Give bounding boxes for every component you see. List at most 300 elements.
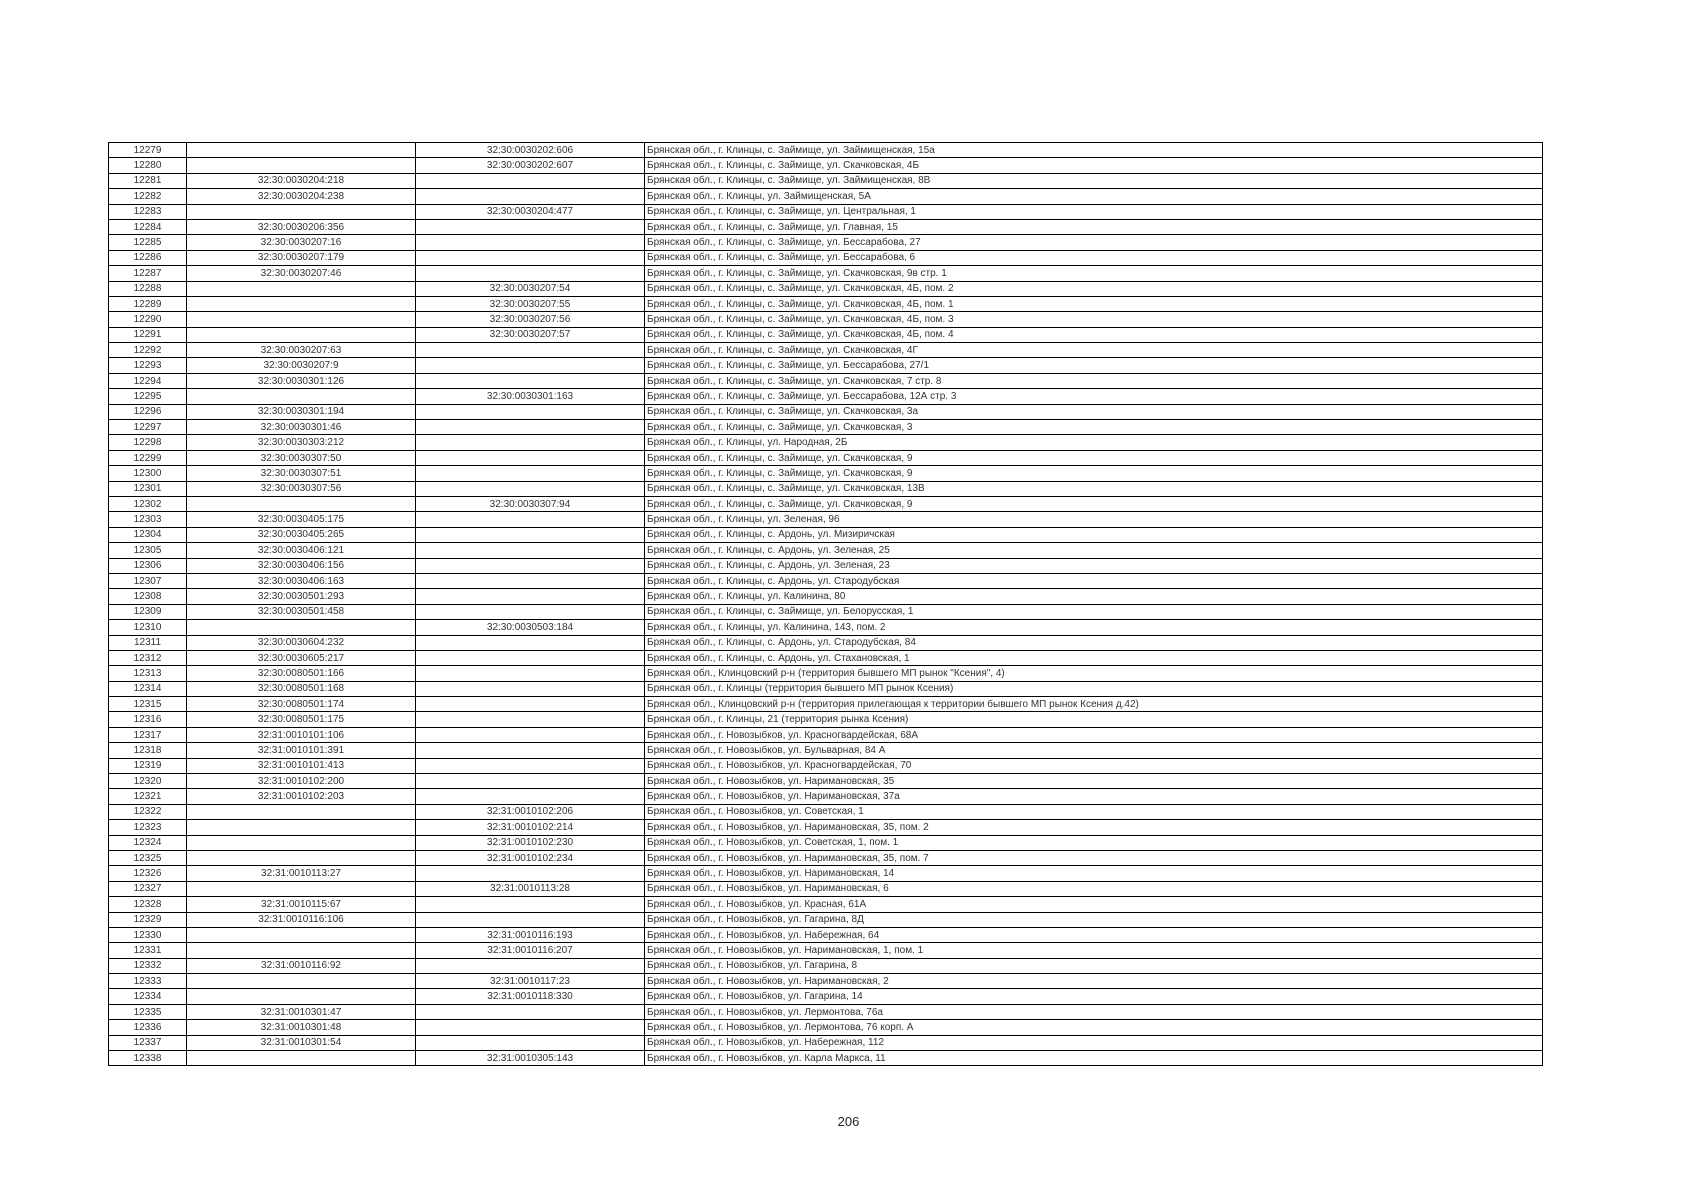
cadastral-number-a-cell: 32:30:0030301:194 <box>187 404 416 419</box>
page-number: 206 <box>837 1114 860 1129</box>
address-cell: Брянская обл., г. Клинцы, с. Займище, ул. Скачковская, 4Б <box>645 158 1543 173</box>
cadastral-number-b-cell <box>416 558 645 573</box>
address-cell: Брянская обл., г. Клинцы, с. Займище, ул. Скачковская, 9 <box>645 450 1543 465</box>
table-row <box>109 604 1543 619</box>
row-number-cell: 12293 <box>109 358 187 373</box>
row-number-cell: 12319 <box>109 758 187 773</box>
cadastral-number-b-cell <box>416 712 645 727</box>
cadastral-number-b-cell <box>416 466 645 481</box>
row-number-cell: 12302 <box>109 496 187 511</box>
address-cell: Брянская обл., г. Клинцы, с. Займище, ул. Бессарабова, 6 <box>645 250 1543 265</box>
table-row <box>109 143 1543 158</box>
cadastral-number-a-cell <box>187 989 416 1004</box>
cadastral-number-a-cell <box>187 881 416 896</box>
address-cell: Брянская обл., г. Новозыбков, ул. Карла Маркса, 11 <box>645 1051 1543 1066</box>
row-number-cell: 12316 <box>109 712 187 727</box>
address-cell: Брянская обл., г. Новозыбков, ул. Наримановская, 35, пом. 7 <box>645 850 1543 865</box>
cadastral-number-b-cell: 32:30:0030202:607 <box>416 158 645 173</box>
cadastral-number-a-cell <box>187 143 416 158</box>
cadastral-number-a-cell: 32:31:0010101:106 <box>187 727 416 742</box>
address-cell: Брянская обл., г. Новозыбков, ул. Красная, 61А <box>645 897 1543 912</box>
table-row <box>109 389 1543 404</box>
cadastral-number-a-cell: 32:30:0030207:179 <box>187 250 416 265</box>
table-row <box>109 589 1543 604</box>
address-cell: Брянская обл., г. Клинцы, с. Займище, ул. Скачковская, 7 стр. 8 <box>645 373 1543 388</box>
table-row <box>109 312 1543 327</box>
address-cell: Брянская обл., г. Клинцы, с. Займище, ул. Скачковская, 9 <box>645 466 1543 481</box>
cadastral-number-b-cell <box>416 912 645 927</box>
row-number-cell: 12322 <box>109 804 187 819</box>
address-cell: Брянская обл., г. Новозыбков, ул. Советская, 1 <box>645 804 1543 819</box>
table-row <box>109 850 1543 865</box>
cadastral-number-a-cell: 32:30:0080501:175 <box>187 712 416 727</box>
address-cell: Брянская обл., г. Клинцы, с. Ардонь, ул. Зеленая, 25 <box>645 543 1543 558</box>
cadastral-number-b-cell <box>416 435 645 450</box>
table-row <box>109 927 1543 942</box>
cadastral-number-b-cell <box>416 604 645 619</box>
table-row <box>109 204 1543 219</box>
row-number-cell: 12307 <box>109 573 187 588</box>
row-number-cell: 12312 <box>109 650 187 665</box>
address-cell: Брянская обл., г. Клинцы, ул. Зеленая, 96 <box>645 512 1543 527</box>
cadastral-number-a-cell: 32:31:0010113:27 <box>187 866 416 881</box>
table-row <box>109 358 1543 373</box>
table-row <box>109 1051 1543 1066</box>
cadastral-number-a-cell: 32:30:0030605:217 <box>187 650 416 665</box>
table-row <box>109 512 1543 527</box>
row-number-cell: 12308 <box>109 589 187 604</box>
address-cell: Брянская обл., г. Клинцы, с. Займище, ул. Скачковская, 9в стр. 1 <box>645 266 1543 281</box>
cadastral-number-a-cell <box>187 1051 416 1066</box>
cadastral-number-a-cell: 32:30:0030405:175 <box>187 512 416 527</box>
row-number-cell: 12327 <box>109 881 187 896</box>
cadastral-number-a-cell: 32:30:0030307:50 <box>187 450 416 465</box>
cadastral-number-b-cell: 32:30:0030301:163 <box>416 389 645 404</box>
address-cell: Брянская обл., г. Новозыбков, ул. Наримановская, 2 <box>645 974 1543 989</box>
cadastral-number-a-cell <box>187 850 416 865</box>
cadastral-number-a-cell: 32:31:0010301:54 <box>187 1035 416 1050</box>
row-number-cell: 12290 <box>109 312 187 327</box>
cadastral-number-a-cell: 32:31:0010101:413 <box>187 758 416 773</box>
table-row <box>109 743 1543 758</box>
row-number-cell: 12330 <box>109 927 187 942</box>
cadastral-number-b-cell <box>416 373 645 388</box>
cadastral-number-b-cell <box>416 697 645 712</box>
row-number-cell: 12321 <box>109 789 187 804</box>
row-number-cell: 12323 <box>109 820 187 835</box>
table-row <box>109 620 1543 635</box>
table-row <box>109 250 1543 265</box>
address-cell: Брянская обл., г. Клинцы, с. Займище, ул. Скачковская, 13В <box>645 481 1543 496</box>
cadastral-number-a-cell: 32:30:0030307:51 <box>187 466 416 481</box>
table-row <box>109 958 1543 973</box>
cadastral-number-a-cell: 32:30:0030406:163 <box>187 573 416 588</box>
cadastral-number-b-cell: 32:31:0010102:206 <box>416 804 645 819</box>
row-number-cell: 12296 <box>109 404 187 419</box>
cadastral-number-b-cell <box>416 358 645 373</box>
cadastral-number-b-cell <box>416 727 645 742</box>
address-cell: Брянская обл., Клинцовский р-н (территория бывшего МП рынок "Ксения", 4) <box>645 666 1543 681</box>
row-number-cell: 12283 <box>109 204 187 219</box>
row-number-cell: 12335 <box>109 1004 187 1019</box>
cadastral-number-b-cell <box>416 481 645 496</box>
address-cell: Брянская обл., г. Клинцы, с. Займище, ул. Центральная, 1 <box>645 204 1543 219</box>
row-number-cell: 12328 <box>109 897 187 912</box>
table-row <box>109 804 1543 819</box>
row-number-cell: 12284 <box>109 219 187 234</box>
cadastral-number-a-cell: 32:31:0010102:200 <box>187 774 416 789</box>
cadastral-number-b-cell: 32:30:0030204:477 <box>416 204 645 219</box>
cadastral-number-a-cell <box>187 943 416 958</box>
cadastral-number-b-cell: 32:30:0030503:184 <box>416 620 645 635</box>
address-cell: Брянская обл., г. Клинцы, с. Займище, ул. Скачковская, 9 <box>645 496 1543 511</box>
cadastral-number-b-cell <box>416 758 645 773</box>
cadastral-number-a-cell: 32:30:0030405:265 <box>187 527 416 542</box>
cadastral-number-a-cell: 32:30:0030406:156 <box>187 558 416 573</box>
cadastral-number-b-cell <box>416 189 645 204</box>
cadastral-number-b-cell: 32:31:0010113:28 <box>416 881 645 896</box>
cadastral-number-a-cell <box>187 974 416 989</box>
cadastral-number-a-cell: 32:31:0010301:48 <box>187 1020 416 1035</box>
row-number-cell: 12313 <box>109 666 187 681</box>
address-cell: Брянская обл., г. Новозыбков, ул. Гагарина, 14 <box>645 989 1543 1004</box>
cadastral-number-a-cell: 32:31:0010116:106 <box>187 912 416 927</box>
cadastral-number-b-cell <box>416 420 645 435</box>
address-cell: Брянская обл., г. Клинцы, с. Займище, ул. Скачковская, 3а <box>645 404 1543 419</box>
address-cell: Брянская обл., г. Новозыбков, ул. Набережная, 112 <box>645 1035 1543 1050</box>
cadastral-number-a-cell <box>187 389 416 404</box>
table-row <box>109 450 1543 465</box>
cadastral-number-b-cell <box>416 635 645 650</box>
cadastral-number-b-cell: 32:30:0030207:56 <box>416 312 645 327</box>
cadastral-number-a-cell: 32:30:0080501:166 <box>187 666 416 681</box>
cadastral-number-b-cell <box>416 1035 645 1050</box>
cadastral-number-a-cell: 32:30:0030206:356 <box>187 219 416 234</box>
address-cell: Брянская обл., г. Клинцы, с. Займище, ул. Скачковская, 4Б, пом. 3 <box>645 312 1543 327</box>
address-cell: Брянская обл., г. Клинцы, с. Займище, ул. Белорусская, 1 <box>645 604 1543 619</box>
address-cell: Брянская обл., г. Новозыбков, ул. Советская, 1, пом. 1 <box>645 835 1543 850</box>
row-number-cell: 12331 <box>109 943 187 958</box>
cadastral-number-b-cell <box>416 173 645 188</box>
table-row <box>109 173 1543 188</box>
table-body <box>109 143 1543 1066</box>
table-row <box>109 1004 1543 1019</box>
cadastral-number-b-cell: 32:31:0010118:330 <box>416 989 645 1004</box>
cadastral-number-b-cell <box>416 666 645 681</box>
table-row <box>109 1035 1543 1050</box>
table-row <box>109 866 1543 881</box>
table-row <box>109 420 1543 435</box>
address-cell: Брянская обл., г. Новозыбков, ул. Набережная, 64 <box>645 927 1543 942</box>
cadastral-number-b-cell <box>416 343 645 358</box>
cadastral-number-a-cell: 32:30:0030501:293 <box>187 589 416 604</box>
cadastral-number-a-cell: 32:30:0080501:168 <box>187 681 416 696</box>
cadastral-number-b-cell <box>416 774 645 789</box>
cadastral-number-a-cell <box>187 204 416 219</box>
table-row <box>109 558 1543 573</box>
address-cell: Брянская обл., г. Клинцы, ул. Займищенская, 5А <box>645 189 1543 204</box>
cadastral-number-b-cell: 32:30:0030307:94 <box>416 496 645 511</box>
address-cell: Брянская обл., г. Клинцы, с. Займище, ул. Скачковская, 4Б, пом. 1 <box>645 296 1543 311</box>
row-number-cell: 12336 <box>109 1020 187 1035</box>
cadastral-number-a-cell: 32:30:0030406:121 <box>187 543 416 558</box>
address-cell: Брянская обл., г. Новозыбков, ул. Наримановская, 35 <box>645 774 1543 789</box>
row-number-cell: 12317 <box>109 727 187 742</box>
row-number-cell: 12326 <box>109 866 187 881</box>
row-number-cell: 12281 <box>109 173 187 188</box>
cadastral-number-a-cell: 32:30:0030207:16 <box>187 235 416 250</box>
cadastral-number-a-cell: 32:30:0030501:458 <box>187 604 416 619</box>
table-row <box>109 481 1543 496</box>
table-row <box>109 712 1543 727</box>
address-cell: Брянская обл., г. Новозыбков, ул. Красногвардейская, 68А <box>645 727 1543 742</box>
address-cell: Брянская обл., г. Клинцы, с. Ардонь, ул. Мизиричская <box>645 527 1543 542</box>
cadastral-number-b-cell <box>416 512 645 527</box>
cadastral-number-b-cell: 32:30:0030207:57 <box>416 327 645 342</box>
cadastral-number-a-cell: 32:31:0010301:47 <box>187 1004 416 1019</box>
row-number-cell: 12288 <box>109 281 187 296</box>
cadastral-number-b-cell <box>416 404 645 419</box>
row-number-cell: 12279 <box>109 143 187 158</box>
address-cell: Брянская обл., г. Клинцы, с. Займище, ул. Бессарабова, 27/1 <box>645 358 1543 373</box>
data-table <box>108 142 1543 1066</box>
row-number-cell: 12334 <box>109 989 187 1004</box>
cadastral-number-b-cell: 32:31:0010102:230 <box>416 835 645 850</box>
address-cell: Брянская обл., г. Клинцы, ул. Калинина, 143, пом. 2 <box>645 620 1543 635</box>
row-number-cell: 12298 <box>109 435 187 450</box>
cadastral-number-b-cell: 32:31:0010305:143 <box>416 1051 645 1066</box>
table-row <box>109 681 1543 696</box>
table-row <box>109 219 1543 234</box>
cadastral-number-b-cell: 32:31:0010102:214 <box>416 820 645 835</box>
table-row <box>109 527 1543 542</box>
address-cell: Брянская обл., г. Новозыбков, ул. Наримановская, 6 <box>645 881 1543 896</box>
address-cell: Брянская обл., г. Клинцы, ул. Народная, 2Б <box>645 435 1543 450</box>
address-cell: Брянская обл., г. Клинцы, с. Ардонь, ул. Зеленая, 23 <box>645 558 1543 573</box>
row-number-cell: 12295 <box>109 389 187 404</box>
row-number-cell: 12305 <box>109 543 187 558</box>
cadastral-number-b-cell <box>416 897 645 912</box>
table-row <box>109 235 1543 250</box>
cadastral-number-b-cell: 32:30:0030207:55 <box>416 296 645 311</box>
cadastral-number-b-cell: 32:31:0010116:193 <box>416 927 645 942</box>
address-cell: Брянская обл., г. Новозыбков, ул. Лермонтова, 76а <box>645 1004 1543 1019</box>
row-number-cell: 12333 <box>109 974 187 989</box>
cadastral-number-b-cell: 32:30:0030202:606 <box>416 143 645 158</box>
address-cell: Брянская обл., г. Новозыбков, ул. Гагарина, 8 <box>645 958 1543 973</box>
cadastral-number-b-cell: 32:31:0010116:207 <box>416 943 645 958</box>
row-number-cell: 12287 <box>109 266 187 281</box>
address-cell: Брянская обл., г. Клинцы, с. Займище, ул. Бессарабова, 12А стр. 3 <box>645 389 1543 404</box>
cadastral-number-a-cell <box>187 158 416 173</box>
cadastral-number-a-cell: 32:30:0030307:56 <box>187 481 416 496</box>
table-row <box>109 281 1543 296</box>
cadastral-number-a-cell: 32:31:0010115:67 <box>187 897 416 912</box>
row-number-cell: 12301 <box>109 481 187 496</box>
row-number-cell: 12291 <box>109 327 187 342</box>
table-row <box>109 989 1543 1004</box>
table-row <box>109 758 1543 773</box>
cadastral-number-b-cell <box>416 573 645 588</box>
table-row <box>109 373 1543 388</box>
table-row <box>109 943 1543 958</box>
cadastral-number-a-cell <box>187 835 416 850</box>
table-row <box>109 158 1543 173</box>
table-row <box>109 774 1543 789</box>
table-row <box>109 650 1543 665</box>
cadastral-number-b-cell <box>416 1020 645 1035</box>
cadastral-number-a-cell: 32:30:0030301:126 <box>187 373 416 388</box>
cadastral-number-a-cell: 32:31:0010116:92 <box>187 958 416 973</box>
cadastral-number-b-cell: 32:30:0030207:54 <box>416 281 645 296</box>
row-number-cell: 12303 <box>109 512 187 527</box>
row-number-cell: 12320 <box>109 774 187 789</box>
cadastral-number-b-cell <box>416 527 645 542</box>
cadastral-number-a-cell: 32:30:0030207:9 <box>187 358 416 373</box>
table-row <box>109 727 1543 742</box>
cadastral-number-a-cell: 32:30:0030204:218 <box>187 173 416 188</box>
table-row <box>109 820 1543 835</box>
row-number-cell: 12280 <box>109 158 187 173</box>
cadastral-number-b-cell <box>416 219 645 234</box>
table-row <box>109 466 1543 481</box>
cadastral-number-a-cell <box>187 496 416 511</box>
address-cell: Брянская обл., г. Клинцы, с. Займище, ул. Скачковская, 4Б, пом. 4 <box>645 327 1543 342</box>
cadastral-number-a-cell <box>187 296 416 311</box>
address-cell: Брянская обл., г. Новозыбков, ул. Гагарина, 8Д <box>645 912 1543 927</box>
row-number-cell: 12337 <box>109 1035 187 1050</box>
address-cell: Брянская обл., г. Клинцы (территория бывшего МП рынок Ксения) <box>645 681 1543 696</box>
table-row <box>109 404 1543 419</box>
table-row <box>109 435 1543 450</box>
table-row <box>109 189 1543 204</box>
row-number-cell: 12310 <box>109 620 187 635</box>
table-row <box>109 974 1543 989</box>
cadastral-number-b-cell <box>416 789 645 804</box>
cadastral-number-a-cell <box>187 820 416 835</box>
row-number-cell: 12304 <box>109 527 187 542</box>
cadastral-number-b-cell: 32:31:0010117:23 <box>416 974 645 989</box>
row-number-cell: 12297 <box>109 420 187 435</box>
address-cell: Брянская обл., г. Новозыбков, ул. Наримановская, 1, пом. 1 <box>645 943 1543 958</box>
row-number-cell: 12299 <box>109 450 187 465</box>
row-number-cell: 12292 <box>109 343 187 358</box>
table-row <box>109 1020 1543 1035</box>
table-row <box>109 835 1543 850</box>
row-number-cell: 12338 <box>109 1051 187 1066</box>
row-number-cell: 12314 <box>109 681 187 696</box>
cadastral-number-b-cell <box>416 866 645 881</box>
address-cell: Брянская обл., г. Новозыбков, ул. Наримановская, 37а <box>645 789 1543 804</box>
cadastral-number-a-cell: 32:30:0030207:46 <box>187 266 416 281</box>
address-cell: Брянская обл., г. Клинцы, с. Займище, ул. Скачковская, 4Г <box>645 343 1543 358</box>
address-cell: Брянская обл., г. Новозыбков, ул. Красногвардейская, 70 <box>645 758 1543 773</box>
address-cell: Брянская обл., г. Клинцы, с. Ардонь, ул. Стахановская, 1 <box>645 650 1543 665</box>
row-number-cell: 12332 <box>109 958 187 973</box>
table-row <box>109 666 1543 681</box>
row-number-cell: 12282 <box>109 189 187 204</box>
address-cell: Брянская обл., г. Клинцы, с. Займище, ул. Займищенская, 15а <box>645 143 1543 158</box>
row-number-cell: 12285 <box>109 235 187 250</box>
table-row <box>109 266 1543 281</box>
cadastral-number-a-cell: 32:30:0030207:63 <box>187 343 416 358</box>
cadastral-number-a-cell: 32:30:0030303:212 <box>187 435 416 450</box>
table-row <box>109 496 1543 511</box>
cadastral-number-b-cell <box>416 250 645 265</box>
cadastral-number-b-cell <box>416 650 645 665</box>
table-row <box>109 327 1543 342</box>
cadastral-number-b-cell <box>416 743 645 758</box>
row-number-cell: 12324 <box>109 835 187 850</box>
address-cell: Брянская обл., г. Клинцы, с. Ардонь, ул. Стародубская <box>645 573 1543 588</box>
cadastral-number-b-cell <box>416 235 645 250</box>
address-cell: Брянская обл., г. Клинцы, ул. Калинина, 80 <box>645 589 1543 604</box>
cadastral-number-b-cell: 32:31:0010102:234 <box>416 850 645 865</box>
cadastral-number-b-cell <box>416 681 645 696</box>
cadastral-number-b-cell <box>416 958 645 973</box>
cadastral-number-a-cell <box>187 281 416 296</box>
cadastral-number-a-cell: 32:31:0010102:203 <box>187 789 416 804</box>
address-cell: Брянская обл., г. Новозыбков, ул. Лермонтова, 76 корп. А <box>645 1020 1543 1035</box>
table-row <box>109 343 1543 358</box>
row-number-cell: 12329 <box>109 912 187 927</box>
address-cell: Брянская обл., г. Новозыбков, ул. Наримановская, 14 <box>645 866 1543 881</box>
table-row <box>109 912 1543 927</box>
table-row <box>109 573 1543 588</box>
address-cell: Брянская обл., г. Клинцы, с. Займище, ул. Главная, 15 <box>645 219 1543 234</box>
row-number-cell: 12300 <box>109 466 187 481</box>
cadastral-number-a-cell: 32:31:0010101:391 <box>187 743 416 758</box>
cadastral-number-a-cell: 32:30:0030604:232 <box>187 635 416 650</box>
table-row <box>109 543 1543 558</box>
cadastral-number-b-cell <box>416 1004 645 1019</box>
table-row <box>109 881 1543 896</box>
cadastral-number-a-cell: 32:30:0030204:238 <box>187 189 416 204</box>
address-cell: Брянская обл., г. Новозыбков, ул. Бульварная, 84 А <box>645 743 1543 758</box>
row-number-cell: 12289 <box>109 296 187 311</box>
cadastral-number-b-cell <box>416 543 645 558</box>
cadastral-number-a-cell <box>187 927 416 942</box>
table-row <box>109 697 1543 712</box>
cadastral-number-b-cell <box>416 266 645 281</box>
address-cell: Брянская обл., г. Новозыбков, ул. Наримановская, 35, пом. 2 <box>645 820 1543 835</box>
row-number-cell: 12311 <box>109 635 187 650</box>
cadastral-number-b-cell <box>416 589 645 604</box>
address-cell: Брянская обл., г. Клинцы, 21 (территория рынка Ксения) <box>645 712 1543 727</box>
address-cell: Брянская обл., г. Клинцы, с. Займище, ул. Скачковская, 4Б, пом. 2 <box>645 281 1543 296</box>
cadastral-number-a-cell <box>187 312 416 327</box>
cadastral-number-a-cell <box>187 620 416 635</box>
cadastral-number-a-cell: 32:30:0080501:174 <box>187 697 416 712</box>
table-row <box>109 789 1543 804</box>
table-row <box>109 635 1543 650</box>
address-cell: Брянская обл., г. Клинцы, с. Займище, ул. Займищенская, 8В <box>645 173 1543 188</box>
table-row <box>109 897 1543 912</box>
cadastral-number-a-cell: 32:30:0030301:46 <box>187 420 416 435</box>
cadastral-number-b-cell <box>416 450 645 465</box>
address-cell: Брянская обл., Клинцовский р-н (территория прилегающая к территории бывшего МП рынок Ксения д.42) <box>645 697 1543 712</box>
row-number-cell: 12318 <box>109 743 187 758</box>
row-number-cell: 12294 <box>109 373 187 388</box>
address-cell: Брянская обл., г. Клинцы, с. Займище, ул. Бессарабова, 27 <box>645 235 1543 250</box>
cadastral-number-a-cell <box>187 327 416 342</box>
table-row <box>109 296 1543 311</box>
row-number-cell: 12309 <box>109 604 187 619</box>
address-cell: Брянская обл., г. Клинцы, с. Займище, ул. Скачковская, 3 <box>645 420 1543 435</box>
row-number-cell: 12286 <box>109 250 187 265</box>
row-number-cell: 12315 <box>109 697 187 712</box>
row-number-cell: 12306 <box>109 558 187 573</box>
